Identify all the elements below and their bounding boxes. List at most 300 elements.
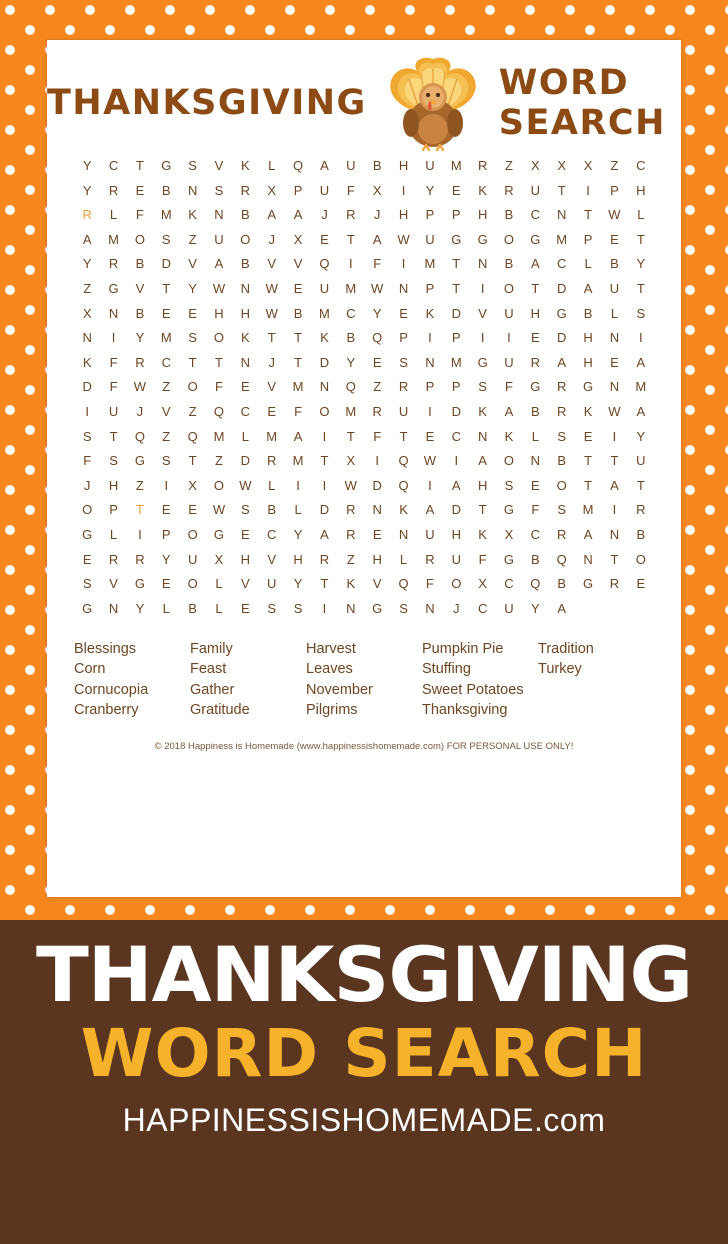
grid-letter[interactable]: W — [344, 477, 357, 493]
grid-letter[interactable]: O — [213, 330, 225, 346]
grid-letter[interactable]: O — [187, 576, 198, 592]
grid-letter[interactable]: O — [134, 231, 145, 247]
grid-letter[interactable]: S — [161, 231, 171, 247]
grid-letter[interactable]: U — [504, 600, 514, 616]
grid-letter[interactable]: T — [584, 477, 593, 493]
grid-letter[interactable]: X — [372, 182, 382, 198]
grid-letter[interactable]: N — [187, 182, 198, 198]
grid-letter[interactable]: A — [372, 231, 382, 247]
grid-letter[interactable]: V — [161, 403, 171, 419]
grid-letter[interactable]: J — [136, 403, 144, 419]
grid-letter[interactable]: S — [399, 600, 408, 616]
grid-letter[interactable]: T — [135, 502, 144, 518]
grid-letter[interactable]: R — [319, 551, 330, 567]
grid-letter[interactable]: Z — [162, 379, 171, 395]
grid-letter[interactable]: E — [636, 576, 646, 592]
grid-letter[interactable]: X — [504, 526, 514, 542]
grid-letter[interactable]: H — [477, 207, 488, 223]
grid-letter[interactable]: B — [346, 330, 356, 346]
grid-letter[interactable]: C — [267, 526, 277, 542]
grid-letter[interactable]: I — [428, 403, 432, 419]
grid-letter[interactable]: H — [293, 551, 303, 567]
grid-letter[interactable]: B — [557, 576, 567, 592]
grid-letter[interactable]: B — [531, 403, 540, 419]
grid-letter[interactable]: C — [530, 207, 541, 223]
grid-letter[interactable]: P — [109, 502, 118, 518]
grid-letter[interactable]: D — [451, 403, 461, 419]
grid-letter[interactable]: O — [503, 453, 515, 469]
grid-letter[interactable]: R — [557, 526, 567, 542]
grid-letter[interactable]: B — [610, 256, 619, 272]
grid-letter[interactable]: T — [610, 453, 619, 469]
grid-letter[interactable]: E — [531, 330, 540, 346]
grid-letter[interactable]: F — [531, 502, 540, 518]
grid-letter[interactable]: Z — [610, 158, 619, 173]
grid-letter[interactable]: L — [215, 600, 223, 616]
grid-letter[interactable]: G — [503, 502, 515, 518]
grid-letter[interactable]: F — [478, 551, 487, 567]
grid-letter[interactable]: R — [346, 526, 356, 542]
grid-letter[interactable]: B — [504, 207, 514, 223]
grid-letter[interactable]: Q — [134, 428, 145, 444]
grid-letter[interactable]: T — [188, 453, 197, 469]
grid-letter[interactable]: S — [267, 600, 277, 616]
grid-letter[interactable]: Q — [293, 158, 304, 173]
grid-letter[interactable]: A — [320, 526, 329, 542]
grid-letter[interactable]: D — [319, 502, 330, 518]
grid-letter[interactable]: F — [109, 354, 118, 370]
grid-letter[interactable]: N — [240, 354, 251, 370]
grid-letter[interactable]: D — [451, 502, 461, 518]
grid-letter[interactable]: L — [241, 428, 249, 444]
grid-letter[interactable]: S — [161, 453, 171, 469]
grid-letter[interactable]: K — [346, 576, 356, 592]
grid-letter[interactable]: W — [423, 453, 437, 469]
grid-letter[interactable]: R — [346, 207, 356, 223]
grid-letter[interactable]: B — [293, 305, 303, 321]
grid-letter[interactable]: B — [636, 526, 646, 542]
grid-letter[interactable]: U — [451, 551, 461, 567]
grid-letter[interactable]: L — [584, 256, 592, 272]
grid-letter[interactable]: G — [530, 379, 541, 395]
grid-letter[interactable]: U — [425, 231, 435, 247]
grid-letter[interactable]: R — [477, 158, 488, 173]
grid-letter[interactable]: P — [451, 207, 461, 223]
grid-letter[interactable]: E — [372, 526, 382, 542]
grid-letter[interactable]: N — [346, 600, 356, 616]
grid-letter[interactable]: N — [108, 600, 119, 616]
grid-letter[interactable]: I — [296, 477, 300, 493]
grid-letter[interactable]: L — [268, 158, 276, 173]
grid-letter[interactable]: J — [373, 207, 381, 223]
grid-letter[interactable]: Y — [636, 428, 646, 444]
grid-letter[interactable]: U — [267, 576, 277, 592]
grid-letter[interactable]: T — [162, 280, 171, 296]
grid-letter[interactable]: T — [294, 330, 303, 346]
grid-letter[interactable]: E — [425, 428, 435, 444]
grid-letter[interactable]: Y — [425, 182, 435, 198]
grid-letter[interactable]: Y — [188, 280, 197, 296]
grid-letter[interactable]: X — [267, 182, 277, 198]
grid-letter[interactable]: W — [265, 305, 278, 321]
grid-letter[interactable]: A — [425, 502, 435, 518]
grid-letter[interactable]: R — [398, 379, 409, 395]
grid-letter[interactable]: S — [188, 330, 197, 346]
grid-letter[interactable]: X — [557, 158, 567, 173]
grid-letter[interactable]: K — [241, 158, 250, 173]
grid-letter[interactable]: R — [530, 354, 541, 370]
grid-letter[interactable]: X — [82, 305, 92, 321]
grid-letter[interactable]: U — [504, 354, 514, 370]
grid-letter[interactable]: A — [610, 477, 619, 493]
grid-letter[interactable]: F — [505, 379, 513, 395]
grid-letter[interactable]: V — [267, 551, 277, 567]
grid-letter[interactable]: I — [85, 403, 89, 419]
grid-letter[interactable]: K — [478, 182, 487, 198]
grid-letter[interactable]: V — [241, 576, 250, 592]
grid-letter[interactable]: T — [452, 280, 461, 296]
grid-letter[interactable]: U — [425, 526, 435, 542]
grid-letter[interactable]: S — [82, 428, 92, 444]
grid-letter[interactable]: P — [161, 526, 171, 542]
grid-letter[interactable]: T — [267, 330, 276, 346]
grid-letter[interactable]: T — [584, 207, 593, 223]
grid-letter[interactable]: S — [214, 182, 224, 198]
grid-letter[interactable]: Y — [161, 551, 171, 567]
grid-letter[interactable]: I — [322, 477, 327, 493]
grid-letter[interactable]: A — [636, 403, 646, 419]
grid-letter[interactable]: X — [293, 231, 303, 247]
grid-letter[interactable]: V — [372, 576, 382, 592]
grid-letter[interactable]: F — [215, 379, 223, 395]
grid-letter[interactable]: Q — [398, 477, 409, 493]
grid-letter[interactable]: C — [108, 158, 119, 173]
grid-letter[interactable]: I — [454, 453, 459, 469]
grid-letter[interactable]: E — [82, 551, 92, 567]
grid-letter[interactable]: O — [213, 477, 225, 493]
grid-letter[interactable]: P — [425, 379, 435, 395]
grid-letter[interactable]: A — [583, 526, 593, 542]
grid-letter[interactable]: J — [83, 477, 91, 493]
grid-letter[interactable]: Z — [188, 403, 197, 419]
grid-letter[interactable]: Q — [213, 403, 225, 419]
grid-letter[interactable]: J — [268, 354, 275, 370]
grid-letter[interactable]: U — [214, 231, 224, 247]
grid-letter[interactable]: R — [135, 354, 145, 370]
grid-letter[interactable]: R — [557, 379, 567, 395]
grid-letter[interactable]: A — [267, 207, 277, 223]
grid-letter[interactable]: E — [293, 280, 303, 296]
grid-letter[interactable]: R — [108, 256, 119, 272]
grid-letter[interactable]: Q — [372, 330, 383, 346]
grid-letter[interactable]: I — [111, 330, 116, 346]
grid-letter[interactable]: P — [425, 207, 435, 223]
grid-letter[interactable]: T — [399, 428, 408, 444]
grid-letter[interactable]: K — [478, 526, 487, 542]
grid-letter[interactable]: U — [636, 453, 646, 469]
grid-letter[interactable]: V — [478, 305, 487, 321]
grid-letter[interactable]: K — [425, 305, 435, 321]
grid-letter[interactable]: E — [583, 428, 593, 444]
grid-letter[interactable]: A — [636, 354, 646, 370]
grid-letter[interactable]: N — [609, 330, 620, 346]
grid-letter[interactable]: H — [477, 477, 488, 493]
grid-letter[interactable]: E — [161, 305, 171, 321]
grid-letter[interactable]: M — [635, 379, 647, 395]
grid-letter[interactable]: L — [268, 477, 276, 493]
grid-letter[interactable]: W — [239, 477, 252, 493]
grid-letter[interactable]: S — [82, 576, 92, 592]
grid-letter[interactable]: N — [425, 600, 435, 616]
grid-letter[interactable]: V — [109, 576, 118, 592]
grid-letter[interactable]: J — [453, 600, 460, 616]
grid-letter[interactable]: P — [583, 231, 593, 247]
grid-letter[interactable]: M — [450, 354, 462, 370]
grid-letter[interactable]: W — [397, 231, 410, 247]
grid-letter[interactable]: O — [187, 526, 198, 542]
grid-letter[interactable]: Q — [398, 453, 409, 469]
grid-letter[interactable]: N — [477, 428, 488, 444]
grid-letter[interactable]: B — [135, 256, 145, 272]
grid-letter[interactable]: B — [372, 158, 382, 173]
grid-letter[interactable]: A — [214, 256, 224, 272]
grid-letter[interactable]: U — [425, 158, 435, 173]
grid-letter[interactable]: N — [425, 354, 435, 370]
grid-letter[interactable]: K — [241, 330, 250, 346]
grid-letter[interactable]: A — [82, 231, 92, 247]
grid-letter[interactable]: A — [557, 600, 567, 616]
grid-letter[interactable]: E — [188, 305, 197, 321]
grid-letter[interactable]: E — [161, 502, 171, 518]
grid-letter[interactable]: G — [583, 576, 594, 592]
grid-letter[interactable]: M — [450, 158, 462, 173]
grid-letter[interactable]: I — [322, 428, 327, 444]
grid-letter[interactable]: N — [583, 551, 593, 567]
grid-letter[interactable]: J — [268, 231, 275, 247]
grid-letter[interactable]: D — [372, 477, 382, 493]
grid-letter[interactable]: B — [188, 600, 197, 616]
grid-letter[interactable]: N — [398, 280, 409, 296]
grid-letter[interactable]: Y — [135, 600, 145, 616]
grid-letter[interactable]: G — [556, 305, 567, 321]
grid-letter[interactable]: X — [214, 551, 224, 567]
grid-letter[interactable]: B — [267, 502, 277, 518]
grid-letter[interactable]: M — [160, 207, 172, 223]
grid-letter[interactable]: Y — [531, 600, 540, 616]
grid-letter[interactable]: Y — [346, 354, 356, 370]
grid-letter[interactable]: W — [133, 379, 147, 395]
grid-letter[interactable]: E — [188, 502, 197, 518]
grid-letter[interactable]: D — [451, 305, 461, 321]
grid-letter[interactable]: N — [609, 379, 620, 395]
grid-letter[interactable]: L — [637, 207, 645, 223]
grid-letter[interactable]: P — [399, 330, 408, 346]
grid-letter[interactable]: N — [240, 280, 251, 296]
grid-letter[interactable]: N — [372, 502, 382, 518]
grid-letter[interactable]: L — [399, 551, 408, 567]
grid-letter[interactable]: M — [345, 280, 357, 296]
grid-letter[interactable]: L — [215, 576, 223, 592]
grid-letter[interactable]: A — [293, 207, 303, 223]
grid-letter[interactable]: U — [108, 403, 119, 419]
grid-letter[interactable]: J — [321, 207, 328, 223]
grid-letter[interactable]: S — [636, 305, 646, 321]
grid-letter[interactable]: S — [557, 502, 567, 518]
grid-letter[interactable]: R — [372, 403, 382, 419]
grid-letter[interactable]: N — [214, 207, 224, 223]
grid-letter[interactable]: T — [320, 576, 329, 592]
grid-letter[interactable]: M — [213, 428, 225, 444]
grid-letter[interactable]: H — [240, 551, 251, 567]
grid-letter[interactable]: Y — [82, 256, 92, 272]
grid-letter[interactable]: A — [557, 354, 567, 370]
grid-letter[interactable]: R — [346, 502, 356, 518]
grid-letter[interactable]: T — [531, 280, 540, 296]
grid-letter[interactable]: W — [608, 403, 621, 419]
grid-letter[interactable]: S — [188, 158, 197, 173]
grid-letter[interactable]: S — [241, 502, 250, 518]
grid-letter[interactable]: N — [477, 256, 488, 272]
grid-letter[interactable]: Z — [346, 551, 355, 567]
grid-letter[interactable]: C — [636, 158, 646, 173]
grid-letter[interactable]: A — [320, 158, 329, 173]
grid-letter[interactable]: E — [135, 182, 145, 198]
grid-letter[interactable]: P — [293, 182, 303, 198]
grid-letter[interactable]: U — [319, 182, 330, 198]
grid-letter[interactable]: B — [583, 305, 593, 321]
grid-letter[interactable]: Q — [345, 379, 356, 395]
grid-letter[interactable]: E — [372, 354, 382, 370]
grid-letter[interactable]: Z — [83, 280, 92, 296]
grid-letter[interactable]: R — [267, 453, 277, 469]
grid-letter[interactable]: H — [372, 551, 382, 567]
grid-letter[interactable]: O — [82, 502, 93, 518]
grid-letter[interactable]: T — [188, 354, 197, 370]
grid-letter[interactable]: C — [557, 256, 567, 272]
grid-letter[interactable]: K — [583, 403, 593, 419]
grid-letter[interactable]: E — [610, 231, 619, 247]
grid-letter[interactable]: C — [530, 526, 541, 542]
grid-letter[interactable]: T — [584, 453, 593, 469]
grid-letter[interactable]: I — [586, 182, 590, 198]
grid-letter[interactable]: H — [398, 158, 409, 173]
grid-letter[interactable]: F — [135, 207, 144, 223]
grid-letter[interactable]: F — [294, 403, 303, 419]
grid-letter[interactable]: Z — [505, 158, 513, 173]
grid-letter[interactable]: P — [451, 330, 461, 346]
grid-letter[interactable]: R — [108, 182, 119, 198]
grid-letter[interactable]: D — [161, 256, 171, 272]
grid-letter[interactable]: Y — [82, 158, 92, 173]
grid-letter[interactable]: V — [188, 256, 197, 272]
grid-letter[interactable]: B — [161, 182, 171, 198]
grid-letter[interactable]: F — [425, 576, 434, 592]
grid-letter[interactable]: Q — [530, 576, 541, 592]
grid-letter[interactable]: B — [557, 453, 567, 469]
grid-letter[interactable]: Z — [215, 453, 223, 469]
grid-letter[interactable]: U — [319, 280, 330, 296]
grid-letter[interactable]: T — [636, 280, 645, 296]
grid-letter[interactable]: D — [240, 453, 251, 469]
grid-letter[interactable]: I — [401, 182, 406, 198]
grid-letter[interactable]: O — [319, 403, 330, 419]
grid-letter[interactable]: L — [610, 305, 619, 321]
grid-letter[interactable]: S — [293, 600, 303, 616]
grid-letter[interactable]: F — [109, 379, 118, 395]
grid-letter[interactable]: P — [451, 379, 461, 395]
grid-letter[interactable]: T — [557, 182, 566, 198]
grid-letter[interactable]: R — [504, 182, 514, 198]
grid-letter[interactable]: T — [346, 231, 355, 247]
grid-letter[interactable]: M — [319, 305, 330, 321]
grid-letter[interactable]: X — [346, 453, 356, 469]
grid-letter[interactable]: B — [531, 551, 540, 567]
grid-letter[interactable]: L — [109, 526, 118, 542]
grid-letter[interactable]: I — [138, 526, 142, 542]
grid-letter[interactable]: T — [294, 354, 303, 370]
grid-letter[interactable]: V — [135, 280, 145, 296]
grid-letter[interactable]: Z — [373, 379, 382, 395]
grid-letter[interactable]: H — [530, 305, 541, 321]
grid-letter[interactable]: T — [346, 428, 355, 444]
grid-letter[interactable]: G — [530, 231, 541, 247]
grid-letter[interactable]: I — [638, 330, 643, 346]
grid-letter[interactable]: B — [135, 305, 145, 321]
grid-letter[interactable]: X — [478, 576, 487, 592]
grid-letter[interactable]: I — [480, 330, 485, 346]
grid-letter[interactable]: Z — [188, 231, 197, 247]
grid-letter[interactable]: G — [108, 280, 119, 296]
grid-letter[interactable]: N — [557, 207, 567, 223]
grid-letter[interactable]: W — [608, 207, 621, 223]
grid-letter[interactable]: Z — [135, 477, 144, 493]
grid-letter[interactable]: K — [320, 330, 329, 346]
grid-letter[interactable]: R — [609, 576, 620, 592]
grid-letter[interactable]: X — [531, 158, 540, 173]
grid-letter[interactable]: K — [504, 428, 514, 444]
grid-letter[interactable]: G — [477, 354, 488, 370]
grid-letter[interactable]: K — [188, 207, 197, 223]
grid-letter[interactable]: L — [109, 207, 118, 223]
grid-letter[interactable]: Y — [636, 256, 646, 272]
grid-letter[interactable]: Q — [319, 256, 330, 272]
word-search-grid[interactable] — [74, 158, 654, 617]
grid-letter[interactable]: R — [82, 207, 92, 223]
grid-letter[interactable]: Y — [135, 330, 145, 346]
grid-letter[interactable]: O — [503, 231, 515, 247]
grid-letter[interactable]: C — [451, 428, 461, 444]
grid-letter[interactable]: S — [109, 453, 118, 469]
grid-letter[interactable]: V — [214, 158, 224, 173]
grid-letter[interactable]: E — [320, 231, 329, 247]
grid-letter[interactable]: H — [583, 330, 593, 346]
grid-letter[interactable]: U — [609, 280, 620, 296]
grid-letter[interactable]: O — [635, 551, 646, 567]
grid-letter[interactable]: D — [319, 354, 330, 370]
grid-letter[interactable]: E — [241, 526, 250, 542]
grid-letter[interactable]: Y — [293, 576, 303, 592]
grid-letter[interactable]: C — [161, 354, 171, 370]
grid-letter[interactable]: M — [292, 379, 304, 395]
grid-letter[interactable]: I — [428, 477, 432, 493]
grid-letter[interactable]: F — [373, 428, 382, 444]
grid-letter[interactable]: H — [636, 182, 646, 198]
grid-letter[interactable]: Y — [372, 305, 382, 321]
grid-letter[interactable]: A — [504, 403, 514, 419]
grid-letter[interactable]: I — [507, 330, 511, 346]
grid-letter[interactable]: M — [108, 231, 119, 247]
grid-letter[interactable]: U — [398, 403, 409, 419]
